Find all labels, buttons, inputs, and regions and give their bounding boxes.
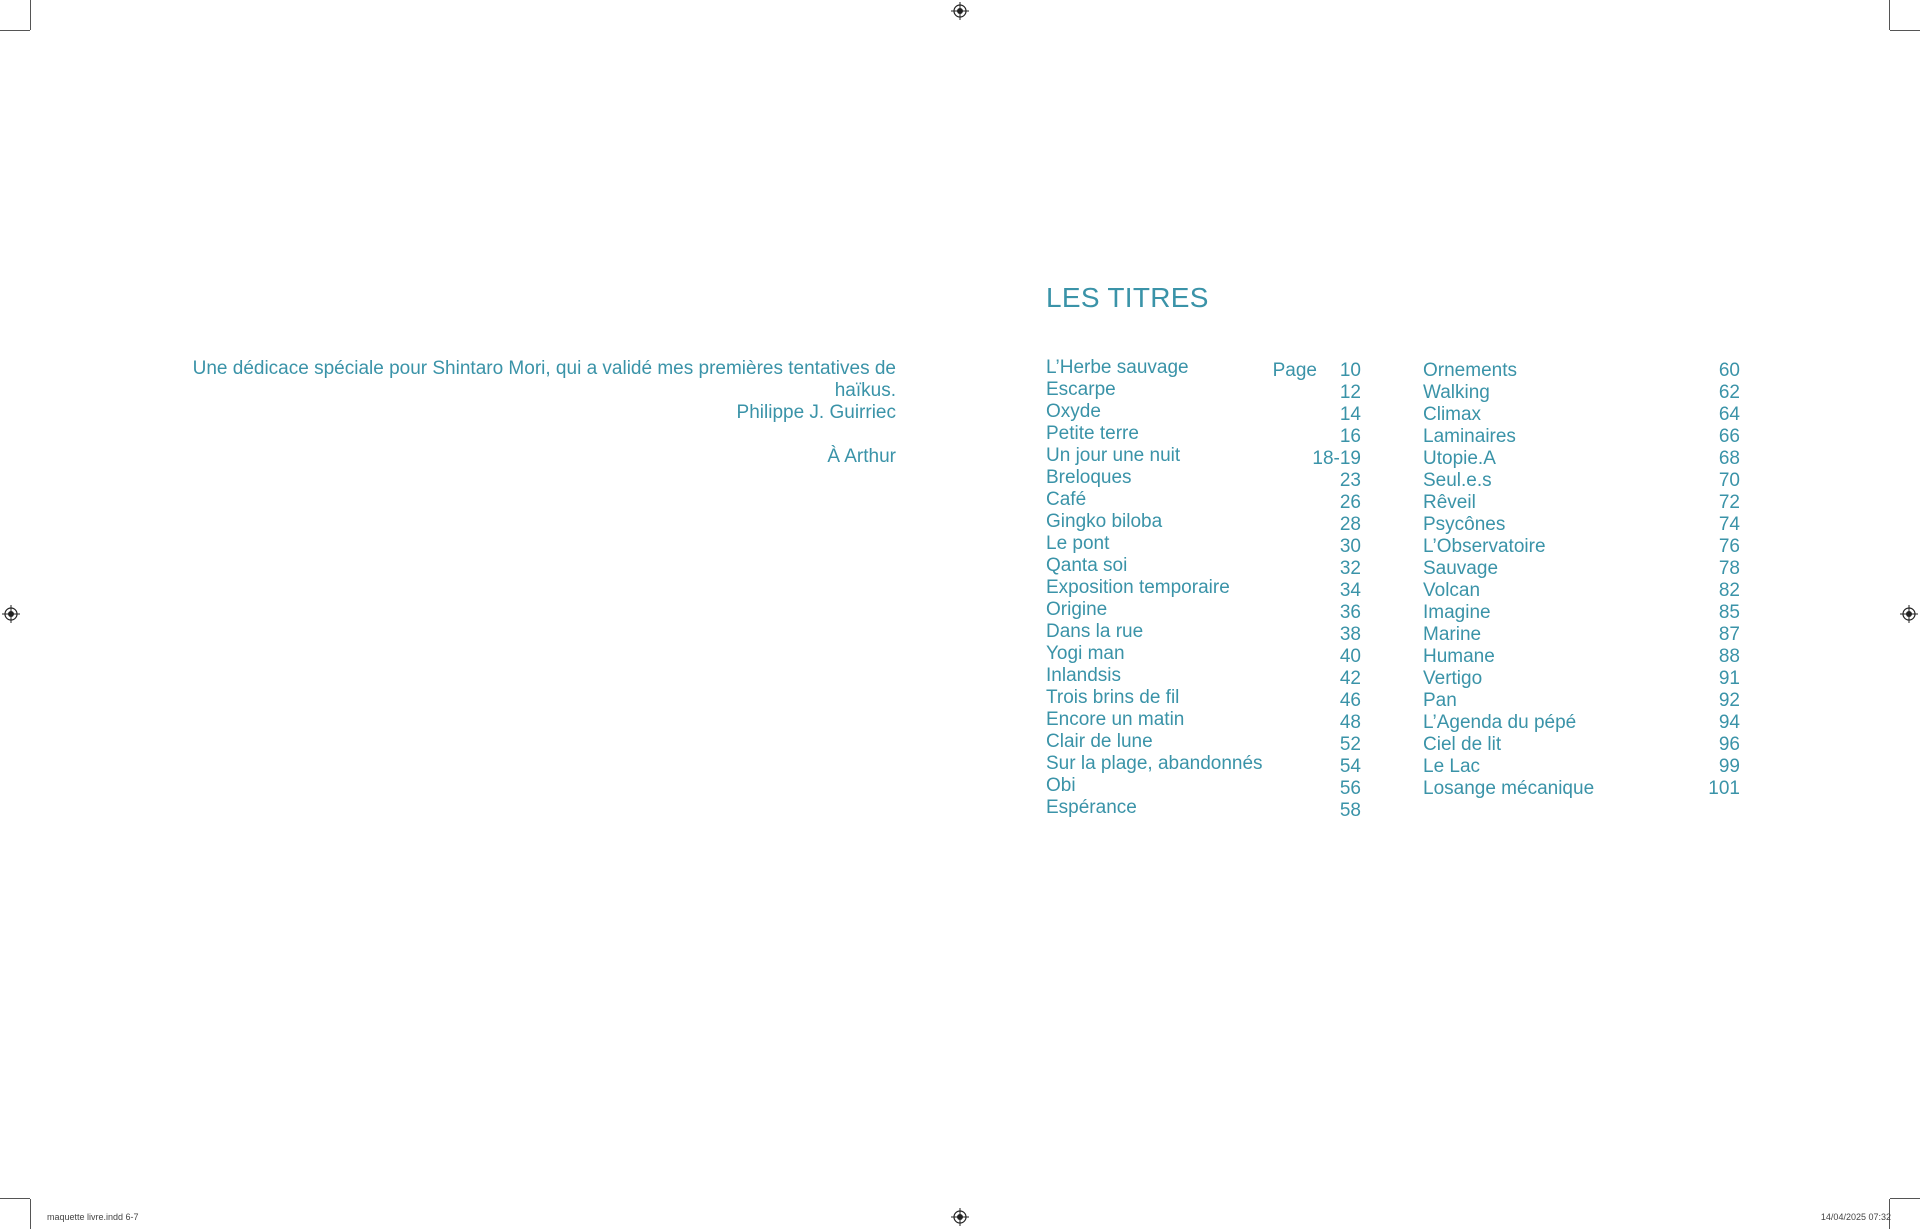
- toc-entry: [1423, 426, 1740, 448]
- toc-entry: [1423, 712, 1740, 734]
- toc-entry-title: Oxyde: [1046, 401, 1101, 422]
- toc-entry: [1423, 492, 1740, 514]
- toc-entry-title: Vertigo: [1423, 668, 1483, 689]
- toc-entry: [1046, 731, 1361, 753]
- toc-entry-page: 30: [1339, 536, 1361, 557]
- toc-entry-title: Laminaires: [1423, 426, 1516, 447]
- toc-column-right: [1423, 360, 1740, 800]
- toc-entry: [1423, 778, 1740, 800]
- toc-entry-page: 36: [1339, 602, 1361, 623]
- toc-entry-page: 14: [1339, 404, 1361, 425]
- toc-entry-title: Humane: [1423, 646, 1495, 667]
- registration-mark-icon: [1900, 605, 1918, 623]
- toc-entry-title: Exposition temporaire: [1046, 577, 1230, 598]
- toc-entry: [1046, 533, 1361, 555]
- toc-entry: [1423, 690, 1740, 712]
- toc-entry: [1046, 357, 1361, 379]
- toc-entry-title: L’Agenda du pépé: [1423, 712, 1577, 733]
- toc-entry-page: 38: [1339, 624, 1361, 645]
- toc-entry-title: L’Observatoire: [1423, 536, 1546, 557]
- toc-entry-page: 12: [1339, 382, 1361, 403]
- toc-entry-page: 16: [1339, 426, 1361, 447]
- toc-entry-title: Obi: [1046, 775, 1076, 796]
- toc-entry: [1046, 665, 1361, 687]
- toc-entry: [1423, 536, 1740, 558]
- toc-entry: [1423, 580, 1740, 602]
- toc-entry-title: Pan: [1423, 690, 1457, 711]
- toc-entry: [1423, 382, 1740, 404]
- toc-entry-page: 70: [1718, 470, 1740, 491]
- toc-entry: [1046, 401, 1361, 423]
- toc-entry-title: Climax: [1423, 404, 1482, 425]
- toc-entry-title: Encore un matin: [1046, 709, 1185, 730]
- toc-entry-title: Un jour une nuit: [1046, 445, 1181, 466]
- toc-entry: [1046, 511, 1361, 533]
- toc-entry: [1046, 423, 1361, 445]
- toc-entry: [1423, 646, 1740, 668]
- dedication: [140, 358, 896, 468]
- toc-entry-title: Dans la rue: [1046, 621, 1144, 642]
- toc-entry: [1423, 470, 1740, 492]
- crop-mark: [1890, 30, 1920, 31]
- toc-entry: [1423, 448, 1740, 470]
- registration-mark-icon: [951, 1208, 969, 1226]
- toc-entry-page: 88: [1718, 646, 1740, 667]
- toc-entry-title: Imagine: [1423, 602, 1491, 623]
- toc-entry-title: Espérance: [1046, 797, 1137, 818]
- toc-entry-title: Seul.e.s: [1423, 470, 1492, 491]
- toc-entry: [1423, 558, 1740, 580]
- toc-entry-page: 91: [1718, 668, 1740, 689]
- toc-entry-title: Gingko biloba: [1046, 511, 1163, 532]
- toc-entry: [1423, 624, 1740, 646]
- toc-entry: [1423, 514, 1740, 536]
- toc-entry-title: Yogi man: [1046, 643, 1125, 664]
- toc-entry-page: 64: [1718, 404, 1740, 425]
- toc-entry-page: 60: [1718, 360, 1740, 381]
- dedication-recipient: À Arthur: [827, 446, 896, 467]
- toc-entry-title: Petite terre: [1046, 423, 1139, 444]
- crop-mark: [1890, 1198, 1920, 1199]
- toc-entry: [1046, 775, 1361, 797]
- toc-entry-page: 87: [1718, 624, 1740, 645]
- toc-entry-title: Inlandsis: [1046, 665, 1121, 686]
- toc-entry-title: Sur la plage, abandonnés: [1046, 753, 1263, 774]
- toc-entry: [1046, 489, 1361, 511]
- toc-entry-page: 62: [1718, 382, 1740, 403]
- toc-entry-title: Escarpe: [1046, 379, 1116, 400]
- toc-entry-page: 72: [1718, 492, 1740, 513]
- toc-entry-page: 23: [1339, 470, 1361, 491]
- dedication-author: Philippe J. Guirriec: [736, 402, 896, 423]
- toc-entry-title: Le Lac: [1423, 756, 1481, 777]
- toc-entry-page: 26: [1339, 492, 1361, 513]
- toc-entry-page: 46: [1339, 690, 1361, 711]
- toc-entry-title: Rêveil: [1423, 492, 1476, 513]
- registration-mark-icon: [2, 605, 20, 623]
- toc-entry-page: 99: [1718, 756, 1740, 777]
- toc-entry: [1423, 360, 1740, 382]
- toc-entry-page: 28: [1339, 514, 1361, 535]
- dedication-text: Une dédicace spéciale pour Shintaro Mori, qui a validé mes premières tentatives de haïkus.: [192, 358, 896, 401]
- slug-date: 14/04/2025 07:32: [1820, 1212, 1891, 1222]
- toc-entry-page: 48: [1339, 712, 1361, 733]
- toc-entry-page: 92: [1718, 690, 1740, 711]
- toc-entry-page: 82: [1718, 580, 1740, 601]
- toc-title: LES TITRES: [1046, 282, 1209, 313]
- toc-entry-title: Walking: [1423, 382, 1490, 403]
- toc-entry-title: Breloques: [1046, 467, 1132, 488]
- toc-entry-page: 54: [1339, 756, 1361, 777]
- toc-entry: [1046, 467, 1361, 489]
- toc-entry-title: L’Herbe sauvage: [1046, 357, 1189, 378]
- toc-entry: [1423, 734, 1740, 756]
- toc-entry-page: 18-19: [1312, 448, 1361, 469]
- toc-entry-title: Clair de lune: [1046, 731, 1153, 752]
- toc-entry: [1423, 756, 1740, 778]
- toc-entry-page: 78: [1718, 558, 1740, 579]
- toc-entry: [1046, 555, 1361, 577]
- toc-entry-title: Trois brins de fil: [1046, 687, 1180, 708]
- toc-entry-page: 85: [1718, 602, 1740, 623]
- toc-entry-title: Ornements: [1423, 360, 1517, 381]
- toc-entry: [1046, 599, 1361, 621]
- toc-entry-page: 94: [1718, 712, 1740, 733]
- toc-entry-title: Utopie.A: [1423, 448, 1496, 469]
- toc-entry: [1046, 621, 1361, 643]
- toc-entry-page: 66: [1718, 426, 1740, 447]
- toc-entry: [1046, 445, 1361, 467]
- toc-entry: [1046, 709, 1361, 731]
- crop-mark: [30, 0, 31, 30]
- toc-entry: [1423, 602, 1740, 624]
- toc-entry-title: Origine: [1046, 599, 1108, 620]
- crop-mark: [0, 1198, 30, 1199]
- toc-entry-title: Losange mécanique: [1423, 778, 1595, 799]
- toc-entry: [1423, 668, 1740, 690]
- registration-mark-icon: [951, 2, 969, 20]
- toc-entry-page: 40: [1339, 646, 1361, 667]
- toc-entry: [1046, 643, 1361, 665]
- toc-entry-page: 96: [1718, 734, 1740, 755]
- toc-entry-page: 52: [1339, 734, 1361, 755]
- toc-entry-page: 76: [1718, 536, 1740, 557]
- toc-entry: [1046, 753, 1361, 775]
- toc-entry: [1046, 797, 1361, 819]
- crop-mark: [1889, 0, 1890, 30]
- crop-mark: [0, 30, 30, 31]
- toc-entry-title: Café: [1046, 489, 1087, 510]
- toc-entry-page: 56: [1339, 778, 1361, 799]
- toc-entry-page: 42: [1339, 668, 1361, 689]
- page-label: Page: [1272, 360, 1317, 381]
- toc-entry-page: 74: [1718, 514, 1740, 535]
- toc-entry-title: Ciel de lit: [1423, 734, 1502, 755]
- toc-entry: [1046, 577, 1361, 599]
- toc-entry-title: Qanta soi: [1046, 555, 1128, 576]
- slug-filename: maquette livre.indd 6-7: [47, 1212, 139, 1222]
- toc-entry-page: 101: [1708, 778, 1740, 799]
- toc-entry: [1046, 379, 1361, 401]
- toc-entry-page: 10: [1339, 360, 1361, 381]
- toc-column-left: [1046, 357, 1361, 819]
- toc-entry-page: 58: [1339, 800, 1361, 821]
- toc-entry-title: Marine: [1423, 624, 1482, 645]
- crop-mark: [30, 1199, 31, 1229]
- toc-entry-page: 34: [1339, 580, 1361, 601]
- toc-entry: [1046, 687, 1361, 709]
- toc-entry-title: Psycônes: [1423, 514, 1506, 535]
- toc-entry-page: 68: [1718, 448, 1740, 469]
- toc-entry: [1423, 404, 1740, 426]
- toc-entry-page: 32: [1339, 558, 1361, 579]
- toc-entry-title: Volcan: [1423, 580, 1481, 601]
- toc-entry-title: Sauvage: [1423, 558, 1499, 579]
- toc-entry-title: Le pont: [1046, 533, 1110, 554]
